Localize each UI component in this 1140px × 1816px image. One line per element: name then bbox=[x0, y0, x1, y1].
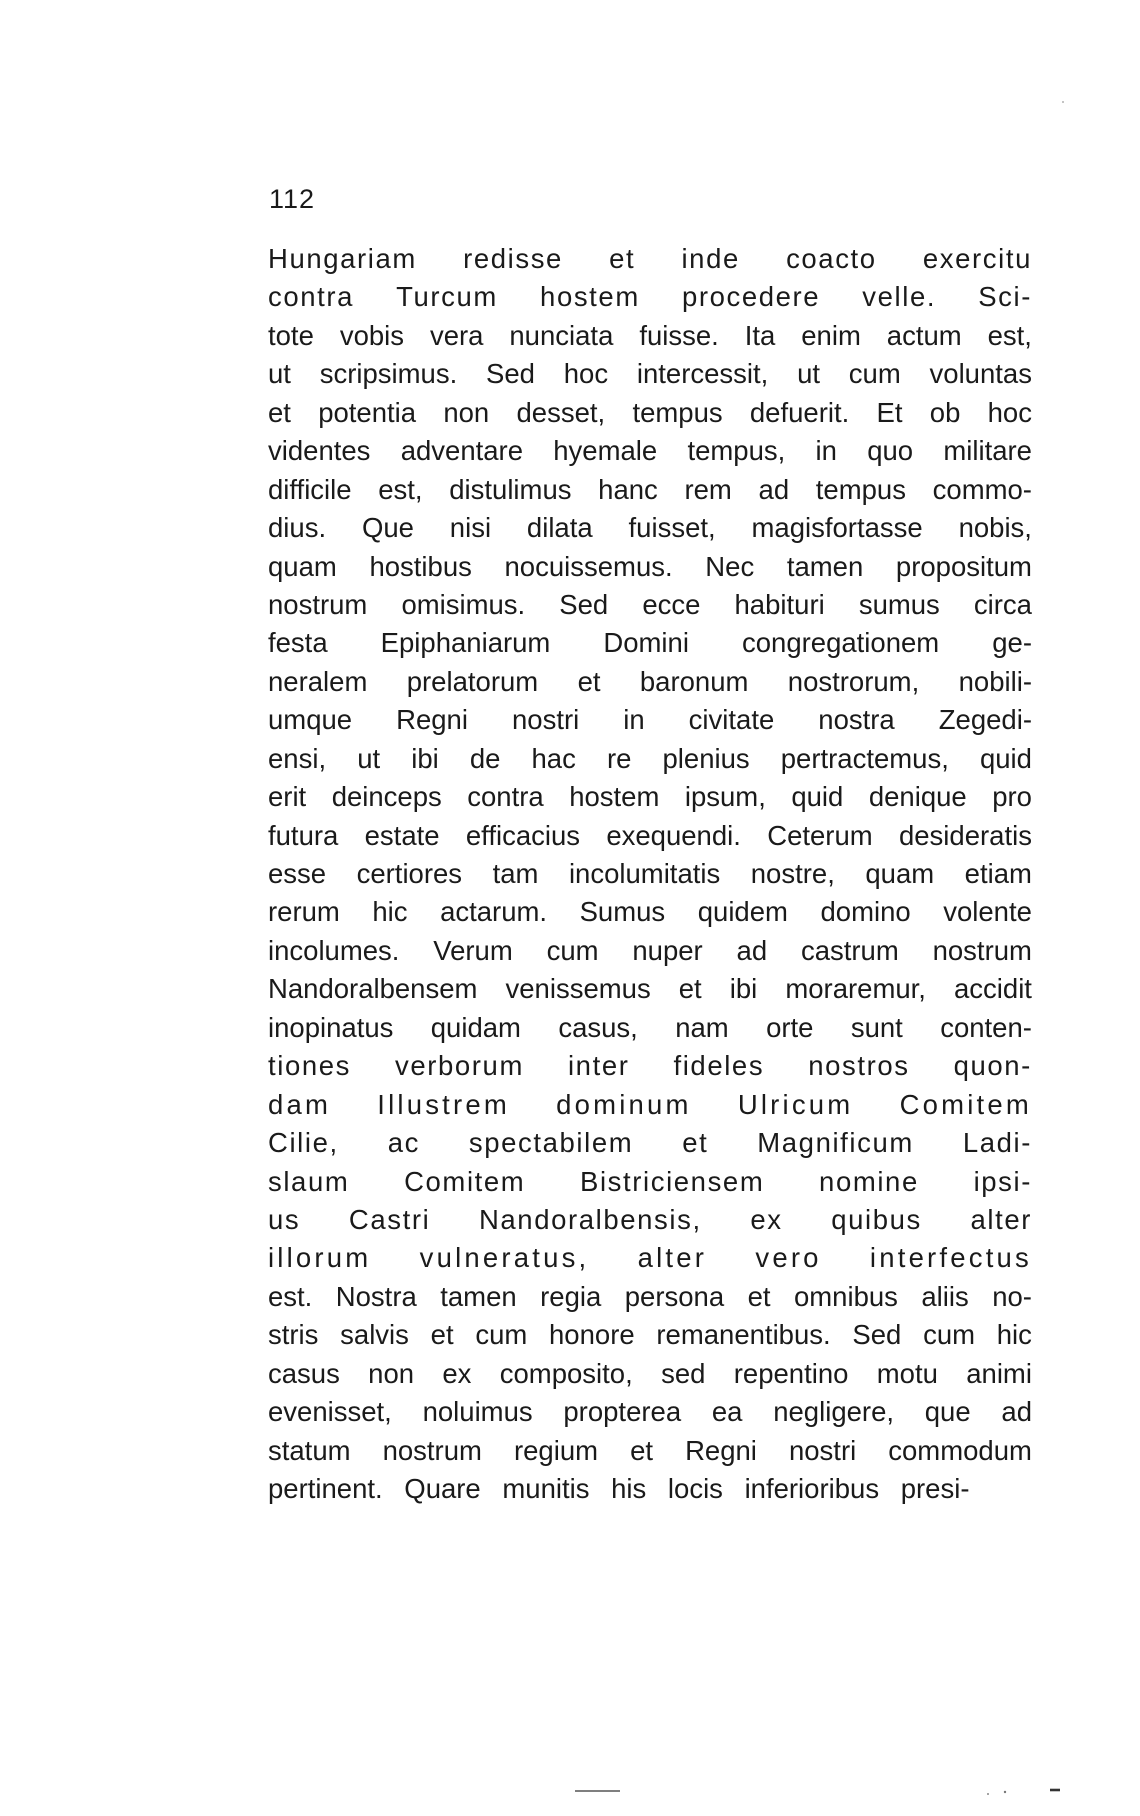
word: habituri bbox=[734, 588, 825, 620]
word: verborum bbox=[395, 1050, 524, 1082]
word: Verum bbox=[433, 934, 513, 966]
word: denique bbox=[868, 781, 967, 813]
word: ensi, bbox=[268, 742, 327, 774]
word: hyemale bbox=[553, 435, 658, 467]
word: animi bbox=[966, 1357, 1032, 1389]
word: neralem bbox=[268, 665, 368, 697]
word: ex bbox=[750, 1203, 783, 1235]
word: non bbox=[443, 396, 490, 428]
word: evenisset, bbox=[268, 1396, 392, 1428]
word: actum bbox=[886, 319, 962, 351]
word: ut bbox=[357, 742, 381, 774]
text-line bbox=[268, 548, 1032, 586]
scan-speck bbox=[987, 1793, 989, 1795]
word: Et bbox=[876, 396, 903, 428]
word: ad bbox=[1001, 1396, 1032, 1428]
word: intercessit, bbox=[636, 358, 769, 390]
word: Magnificum bbox=[757, 1127, 914, 1159]
text-line bbox=[268, 1278, 1032, 1316]
word: regium bbox=[513, 1434, 599, 1466]
word: Nandoralbensem bbox=[268, 973, 478, 1005]
text-line bbox=[268, 778, 1032, 816]
word: tempus, bbox=[687, 435, 786, 467]
body-text bbox=[268, 240, 1032, 1508]
word: ad bbox=[758, 473, 790, 505]
word: festa bbox=[268, 627, 328, 659]
text-line bbox=[268, 970, 1032, 1008]
word: dilata bbox=[526, 512, 593, 544]
word: stris bbox=[268, 1319, 319, 1351]
text-line bbox=[268, 1239, 1032, 1277]
text-line: pertinent. Quare munitis his locis inferioribus presi- bbox=[268, 1473, 970, 1504]
text-line bbox=[268, 586, 1032, 624]
text-line bbox=[268, 817, 1032, 855]
word: cum bbox=[848, 358, 901, 390]
text-line bbox=[268, 1201, 1032, 1239]
text-line bbox=[268, 432, 1032, 470]
text-line bbox=[268, 509, 1032, 547]
word: quo bbox=[867, 435, 914, 467]
word: velle. bbox=[862, 281, 937, 313]
word: efficacius bbox=[465, 819, 581, 851]
word: orte bbox=[766, 1011, 814, 1043]
word: scripsimus. bbox=[319, 358, 458, 390]
text-line bbox=[268, 1163, 1032, 1201]
word: moraremur, bbox=[785, 973, 926, 1005]
word: contra bbox=[467, 781, 544, 813]
text-line bbox=[268, 893, 1032, 931]
word: actarum. bbox=[440, 896, 548, 928]
word: vulneratus, bbox=[419, 1242, 590, 1274]
word: noluimus bbox=[422, 1396, 533, 1428]
word: inter bbox=[567, 1050, 630, 1082]
text-line bbox=[268, 278, 1032, 316]
word: et bbox=[682, 1127, 709, 1159]
text-line bbox=[268, 240, 1032, 278]
word: Zegedi- bbox=[938, 704, 1032, 736]
word: hic bbox=[372, 896, 408, 928]
word: Turcum bbox=[396, 281, 498, 313]
word: ut bbox=[797, 358, 821, 390]
text-line bbox=[268, 1355, 1032, 1393]
word: tamen bbox=[440, 1280, 517, 1312]
word: umque bbox=[268, 704, 353, 736]
word: pertractemus, bbox=[780, 742, 949, 774]
word: est, bbox=[987, 319, 1032, 351]
word: defuerit. bbox=[749, 396, 850, 428]
word: ge- bbox=[992, 627, 1032, 659]
word: ecce bbox=[642, 588, 701, 620]
word: desideratis bbox=[898, 819, 1032, 851]
word: nam bbox=[675, 1011, 729, 1043]
word: que bbox=[924, 1396, 971, 1428]
word: omnibus bbox=[793, 1280, 898, 1312]
word: Nec bbox=[705, 550, 755, 582]
word: circa bbox=[973, 588, 1032, 620]
word: exequendi. bbox=[606, 819, 741, 851]
word: videntes bbox=[268, 435, 371, 467]
word: plenius bbox=[662, 742, 750, 774]
word: quidem bbox=[697, 896, 788, 928]
word: tempus bbox=[632, 396, 723, 428]
word: aliis bbox=[921, 1280, 969, 1312]
word: fuisset, bbox=[628, 512, 716, 544]
word: accidit bbox=[954, 973, 1032, 1005]
word: incolumes. bbox=[268, 934, 400, 966]
word: us bbox=[268, 1203, 301, 1235]
word: regia bbox=[540, 1280, 602, 1312]
text-line bbox=[268, 394, 1032, 432]
word: quid bbox=[979, 742, 1032, 774]
text-line bbox=[268, 855, 1032, 893]
word: conten- bbox=[940, 1011, 1032, 1043]
word: tiones bbox=[268, 1050, 351, 1082]
word: Epiphaniarum bbox=[380, 627, 551, 659]
word: ac bbox=[387, 1127, 420, 1159]
word: hanc bbox=[598, 473, 658, 505]
scan-speck bbox=[1004, 1791, 1006, 1793]
word: in bbox=[623, 704, 645, 736]
word: distulimus bbox=[449, 473, 572, 505]
word: etiam bbox=[964, 858, 1032, 889]
text-line bbox=[268, 701, 1032, 739]
page-number: 112 bbox=[269, 184, 316, 214]
word: ibi bbox=[411, 742, 439, 774]
word: cum bbox=[546, 934, 599, 966]
word: salvis bbox=[340, 1319, 409, 1351]
word: nostra bbox=[818, 704, 895, 736]
word: fuisse. bbox=[639, 319, 719, 351]
word: casus, bbox=[558, 1011, 638, 1043]
word: redisse bbox=[463, 243, 563, 274]
word: esse bbox=[268, 858, 327, 889]
text-line bbox=[268, 1432, 1032, 1470]
word: tam bbox=[492, 858, 539, 889]
word: nostrum bbox=[932, 934, 1032, 966]
word: cum bbox=[475, 1319, 528, 1351]
word: Ita bbox=[744, 319, 776, 351]
word: rem bbox=[684, 473, 732, 505]
word: nostrum bbox=[382, 1434, 482, 1466]
word: Bistriciensem bbox=[580, 1165, 765, 1197]
word: nobili- bbox=[958, 665, 1032, 697]
word: ipsum, bbox=[684, 781, 766, 813]
word: Comitem bbox=[899, 1088, 1032, 1120]
word: ad bbox=[736, 934, 768, 966]
word: commo- bbox=[932, 473, 1032, 505]
word: exercitu bbox=[922, 243, 1032, 274]
word: et bbox=[609, 243, 636, 274]
word: nostri bbox=[511, 704, 580, 736]
word: motu bbox=[876, 1357, 938, 1389]
word: remanentibus. bbox=[656, 1319, 831, 1351]
word: magisfortasse bbox=[751, 512, 923, 544]
word: contra bbox=[268, 281, 355, 313]
word: ex bbox=[442, 1357, 472, 1389]
word: nisi bbox=[449, 512, 492, 544]
text-line bbox=[268, 355, 1032, 393]
word: quidam bbox=[430, 1011, 521, 1043]
word: et bbox=[747, 1280, 771, 1312]
word: commodum bbox=[888, 1434, 1032, 1466]
word: vera bbox=[429, 319, 484, 351]
word: et bbox=[577, 665, 601, 697]
word: re bbox=[606, 742, 632, 774]
word: repentino bbox=[733, 1357, 849, 1389]
word: nostrorum, bbox=[787, 665, 920, 697]
word: inopinatus bbox=[268, 1011, 394, 1043]
word: sumus bbox=[858, 588, 940, 620]
word: Sci- bbox=[978, 281, 1032, 313]
text-line bbox=[268, 317, 1032, 355]
word: dominum bbox=[556, 1088, 692, 1120]
word: nostri bbox=[788, 1434, 857, 1466]
word: Castri bbox=[348, 1203, 431, 1235]
word: quon- bbox=[953, 1050, 1032, 1082]
word: coacto bbox=[786, 243, 877, 274]
word: nuper bbox=[632, 934, 703, 966]
text-line bbox=[268, 663, 1032, 701]
word: hoc bbox=[563, 358, 609, 390]
word: procedere bbox=[681, 281, 821, 313]
word: Nostra bbox=[335, 1280, 417, 1312]
word: Ulricum bbox=[737, 1088, 854, 1120]
word: ea bbox=[711, 1396, 743, 1428]
word: hostem bbox=[540, 281, 640, 313]
word: ipsi- bbox=[973, 1165, 1032, 1197]
text-line bbox=[268, 1047, 1032, 1085]
word: Regni bbox=[685, 1434, 757, 1466]
word: composito, bbox=[499, 1357, 633, 1389]
word: adventare bbox=[400, 435, 524, 467]
word: Comitem bbox=[404, 1165, 526, 1197]
word: et bbox=[268, 396, 291, 428]
scan-speck bbox=[1062, 101, 1064, 103]
word: desset, bbox=[516, 396, 606, 428]
word: hac bbox=[531, 742, 576, 774]
text-line bbox=[268, 471, 1032, 509]
word: Sed bbox=[486, 358, 535, 390]
word: quam bbox=[865, 858, 935, 889]
word: et bbox=[630, 1434, 654, 1466]
word: Ceterum bbox=[767, 819, 873, 851]
word: dius. bbox=[268, 512, 327, 544]
word: cum bbox=[923, 1319, 976, 1351]
word: alter bbox=[970, 1203, 1032, 1235]
word: ibi bbox=[729, 973, 758, 1005]
word: est. bbox=[268, 1280, 313, 1312]
word: vobis bbox=[339, 319, 405, 351]
word: hoc bbox=[987, 396, 1032, 428]
text-line bbox=[268, 740, 1032, 778]
text-line bbox=[268, 1393, 1032, 1431]
word: nostros bbox=[808, 1050, 910, 1082]
word: slaum bbox=[268, 1165, 350, 1197]
word: tote bbox=[268, 319, 314, 351]
word: propositum bbox=[895, 550, 1032, 582]
word: et bbox=[678, 973, 702, 1005]
word: castrum bbox=[800, 934, 899, 966]
word: deinceps bbox=[331, 781, 442, 813]
word: Sumus bbox=[579, 896, 666, 928]
word: in bbox=[815, 435, 837, 467]
word: inde bbox=[681, 243, 740, 274]
word: tamen bbox=[786, 550, 864, 582]
word: difficile bbox=[268, 473, 352, 505]
word: vero bbox=[755, 1242, 822, 1274]
word: baronum bbox=[639, 665, 749, 697]
text-line bbox=[268, 1009, 1032, 1047]
word: pro bbox=[992, 781, 1032, 813]
word: nostrum bbox=[268, 588, 368, 620]
word: erit bbox=[268, 781, 307, 813]
text-line bbox=[268, 1316, 1032, 1354]
word: congregationem bbox=[741, 627, 940, 659]
word: rerum bbox=[268, 896, 340, 928]
word: Cilie, bbox=[268, 1127, 339, 1159]
word: futura bbox=[268, 819, 339, 851]
word: nunciata bbox=[509, 319, 614, 351]
word: estate bbox=[364, 819, 440, 851]
text-line bbox=[268, 1086, 1032, 1124]
word: fideles bbox=[673, 1050, 765, 1082]
word: alter bbox=[637, 1242, 708, 1274]
word: quid bbox=[791, 781, 844, 813]
word: volente bbox=[943, 896, 1032, 928]
word: ob bbox=[929, 396, 961, 428]
word: statum bbox=[268, 1434, 351, 1466]
word: hostibus bbox=[369, 550, 472, 582]
word: et bbox=[430, 1319, 454, 1351]
word: spectabilem bbox=[468, 1127, 634, 1159]
word: enim bbox=[801, 319, 861, 351]
word: honore bbox=[549, 1319, 635, 1351]
word: est, bbox=[378, 473, 423, 505]
word: de bbox=[469, 742, 501, 774]
word: Ladi- bbox=[962, 1127, 1032, 1159]
word: nomine bbox=[819, 1165, 919, 1197]
word: nocuissemus. bbox=[504, 550, 673, 582]
word: Domini bbox=[603, 627, 689, 659]
word: certiores bbox=[356, 858, 463, 889]
word: hic bbox=[996, 1319, 1032, 1351]
word: negligere, bbox=[773, 1396, 895, 1428]
word: no- bbox=[992, 1280, 1032, 1312]
word: Que bbox=[361, 512, 414, 544]
word: potentia bbox=[318, 396, 417, 428]
word: civitate bbox=[688, 704, 775, 736]
word: domino bbox=[820, 896, 911, 928]
word: interfectus bbox=[869, 1242, 1032, 1274]
word: Regni bbox=[396, 704, 468, 736]
word: voluntas bbox=[929, 358, 1032, 390]
word: dam bbox=[268, 1088, 332, 1120]
word: casus bbox=[268, 1357, 340, 1389]
word: illorum bbox=[268, 1242, 372, 1274]
text-line bbox=[268, 1124, 1032, 1162]
word: quam bbox=[268, 550, 337, 582]
word: nobis, bbox=[958, 512, 1032, 544]
word: Sed bbox=[852, 1319, 902, 1351]
word: sed bbox=[661, 1357, 706, 1389]
word: quibus bbox=[831, 1203, 922, 1235]
text-line bbox=[268, 932, 1032, 970]
word: venissemus bbox=[505, 973, 651, 1005]
word: Illustrem bbox=[377, 1088, 510, 1120]
word: Nandoralbensis, bbox=[478, 1203, 702, 1235]
word: sunt bbox=[850, 1011, 903, 1043]
word: militare bbox=[943, 435, 1032, 467]
word: persona bbox=[624, 1280, 725, 1312]
word: incolumitatis bbox=[568, 858, 721, 889]
word: Sed bbox=[559, 588, 609, 620]
text-line bbox=[268, 624, 1032, 662]
word: prelatorum bbox=[406, 665, 539, 697]
word: ut bbox=[268, 358, 291, 390]
word: omisimus. bbox=[401, 588, 526, 620]
word: Hungariam bbox=[268, 243, 417, 274]
word: hostem bbox=[569, 781, 660, 813]
word: propterea bbox=[563, 1396, 682, 1428]
word: non bbox=[368, 1357, 415, 1389]
word: nostre, bbox=[750, 858, 835, 889]
word: tempus bbox=[815, 473, 906, 505]
